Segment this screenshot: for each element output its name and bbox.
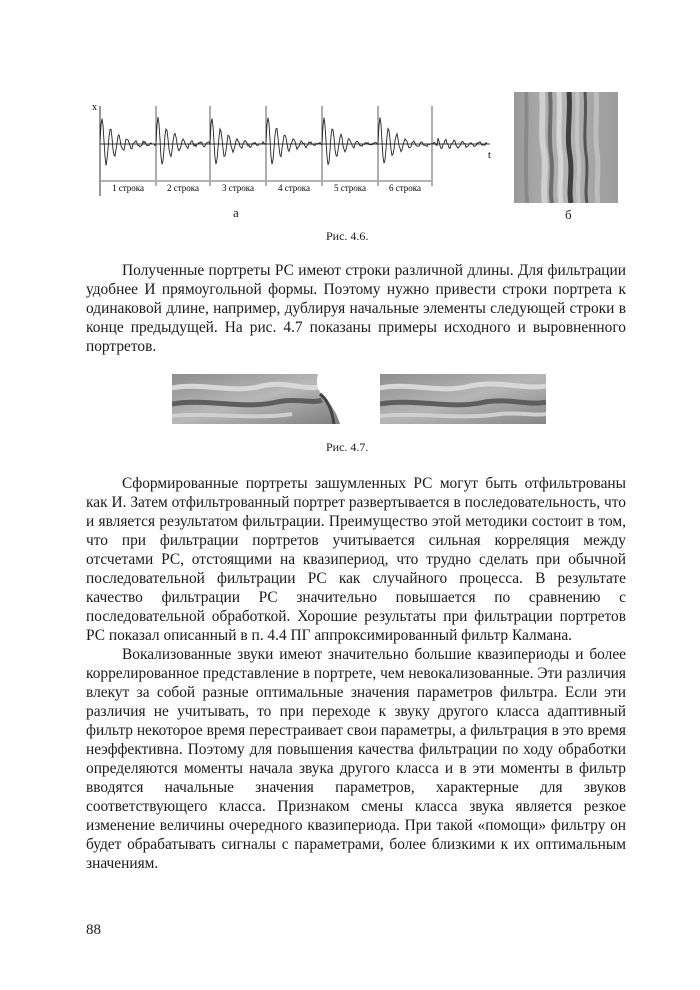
row-label: 1 строка [111,183,145,193]
aligned-portrait-image [380,374,546,424]
signal-portrait-image [514,92,618,203]
row-label: 6 строка [388,183,422,193]
paragraph: Полученные портреты РС имеют строки различной длины. Для фильтрации удобнее И прямоугольной формы. Поэтому нужно привести строки портрета к одинаковой длине, например, дублируя начальные элементы следующей строки в конце предыдущей. На рис. 4.7 показаны примеры исходного и выровненного портретов. [86,262,626,355]
row-label: 5 строка [333,183,367,193]
row-label: 2 строка [166,183,200,193]
page-number: 88 [86,922,101,938]
figure-caption: Рис. 4.6. [326,229,369,243]
body-text-block [86,474,626,645]
body-text-block [86,645,626,873]
waveform-svg [92,98,492,208]
figure-label-b: б [565,207,572,222]
row-label: 3 строка [221,183,255,193]
row-label: 4 строка [277,183,311,193]
paragraph: Сформированные портреты зашумленных РС могут быть отфильтрованы как И. Затем отфильтрованный портрет развертывается в последовательность, что и является результатом фильтрации. Преимущество этой методики состоит в том, что при фильтрации портретов учитывается сильная корреляция между отсчетами РС, отстоящими на квазипериод, что трудно сделать при обычной последовательной фильтрации РС как случайного процесса. В результате качество фильтрации РС значительно повышается по сравнению с последовательной обработкой. Хорошие результаты при фильтрации портретов РС показал описанный в п. 4.4 ПГ аппроксимированный фильтр Калмана. [86,475,626,644]
figure-label-a: а [233,205,239,220]
original-portrait-image [172,374,340,424]
axis-t-label: t [488,150,491,161]
figure-caption: Рис. 4.7. [326,440,369,454]
body-text-block [86,261,626,356]
waveform-figure [92,98,492,208]
axis-x-label: x [92,102,97,113]
signal-waveform [100,117,487,165]
paragraph: Вокализованные звуки имеют значительно большие квазипериоды и более коррелированное представление в портрете, чем невокализованные. Эти различия влекут за собой разные оптимальные значения параметров фильтра. Если эти различия не учитывать, то при переходе к звуку другого класса адаптивный фильтр некоторое время перестраивает свои параметры, а фильтрация в это время неэффективна. Поэтому для повышения качества фильтрации по ходу обработки определяются моменты начала звука другого класса и в эти моменты в фильтр вводятся начальные значения параметров, характерные для звуков соответствующего класса. Признаком смены класса звука является резкое изменение величины очередного квазипериода. При такой «помощи» фильтру он будет обрабатывать сигналы с параметрами, более близкими к их оптимальным значениям. [86,646,626,872]
